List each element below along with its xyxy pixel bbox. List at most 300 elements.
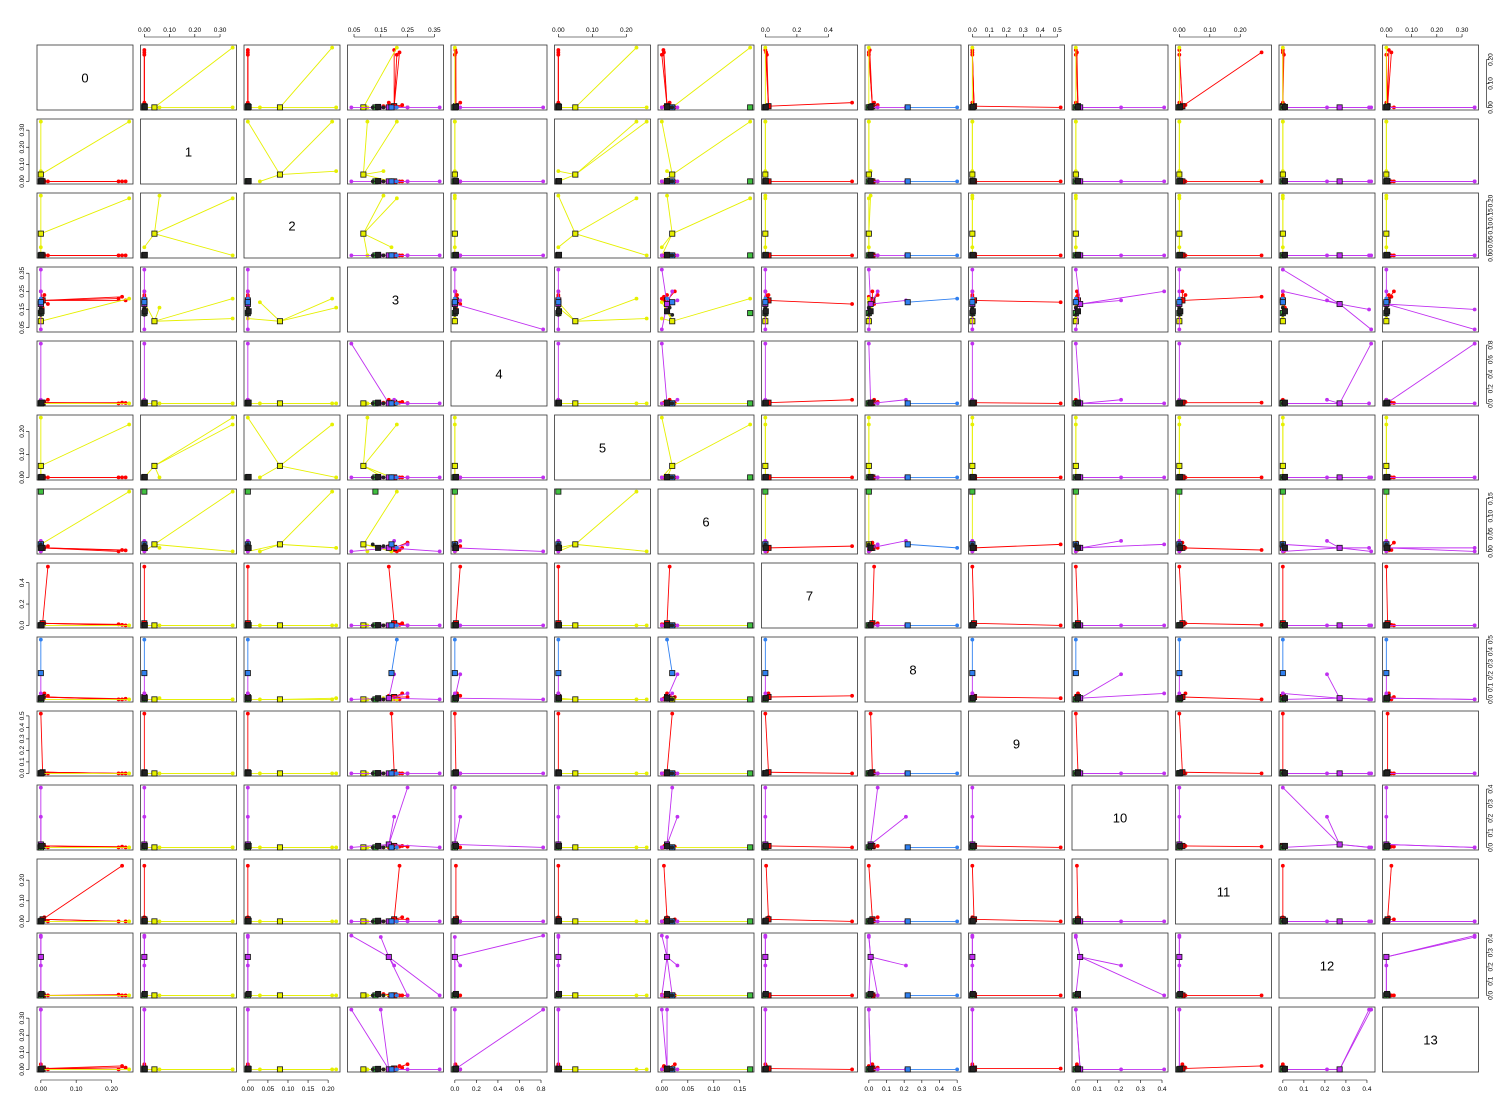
data-point-black-0-3-0 <box>371 106 375 110</box>
data-point-yellow-0-11-2 <box>1177 46 1181 50</box>
data-point-yellow-2-3-3 <box>390 245 394 249</box>
data-point-blue-1-3-0 <box>395 180 399 184</box>
series-line-yellow-1-6-0 <box>662 122 672 175</box>
data-point-magenta-3-4-1 <box>453 289 457 293</box>
centroid-marker-yellow-5-6 <box>670 463 675 468</box>
data-point-blue-1-8-0 <box>955 180 959 184</box>
centroid-marker-green-6-9 <box>970 489 975 494</box>
data-point-magenta-4-13-3 <box>1473 402 1477 406</box>
data-point-yellow-5-13-2 <box>1384 423 1388 427</box>
centroid-marker-black-0-10 <box>1075 104 1080 109</box>
data-point-magenta-3-13-3 <box>1473 308 1477 312</box>
series-line-yellow-1-2-3 <box>260 175 280 182</box>
series-line-red-7-8-3 <box>872 567 874 624</box>
series-line-yellow-5-2-2 <box>280 425 332 466</box>
centroid-marker-black-4-8 <box>868 400 873 405</box>
data-point-magenta-4-3-4 <box>438 402 442 406</box>
centroid-marker-yellow-1-4 <box>452 172 457 177</box>
panel-frame-5-12 <box>1279 415 1375 480</box>
series-line-yellow-2-1-0 <box>154 234 232 256</box>
series-line-yellow-1-5-0 <box>575 122 646 175</box>
data-point-magenta-4-11-0 <box>1177 342 1181 346</box>
centroid-marker-black-1-2 <box>246 178 251 183</box>
data-point-magenta-3-4-2 <box>458 299 462 303</box>
panel-frame-7-3 <box>348 563 444 628</box>
data-point-yellow-5-12-0 <box>1281 416 1285 420</box>
centroid-marker-black-1-10 <box>1075 178 1080 183</box>
data-point-yellow-4-2-1 <box>334 402 338 406</box>
series-line-red-0-7-3 <box>768 103 852 107</box>
data-point-red-3-6-6 <box>660 297 664 301</box>
data-point-magenta-5-10-2 <box>1119 476 1123 480</box>
centroid-marker-black-1-11 <box>1178 178 1183 183</box>
centroid-marker-yellow-3-6 <box>670 319 675 324</box>
data-point-yellow-6-0-2 <box>127 490 131 494</box>
data-point-red-5-7-3 <box>850 476 854 480</box>
data-point-yellow-7-0-2 <box>127 624 131 628</box>
data-point-red-3-13-7 <box>1392 289 1396 293</box>
series-line-yellow-1-2-1 <box>280 171 336 174</box>
data-point-red-5-9-4 <box>1059 476 1063 480</box>
data-point-red-3-0-2 <box>120 295 124 299</box>
data-point-yellow-6-5-2 <box>635 490 639 494</box>
centroid-marker-black-3-9 <box>970 309 975 314</box>
data-point-blue-5-8-0 <box>955 476 959 480</box>
centroid-marker-black-6-5 <box>556 545 561 550</box>
centroid-marker-black-1-12 <box>1282 178 1287 183</box>
series-line-magenta-3-12-4 <box>1283 270 1340 304</box>
series-line-red-7-3-3 <box>389 567 394 624</box>
data-point-yellow-6-5-0 <box>645 550 649 554</box>
data-point-red-3-0-6 <box>117 297 121 301</box>
data-point-magenta-2-13-3 <box>1473 254 1477 258</box>
centroid-marker-blue-3-2 <box>245 300 250 305</box>
centroid-marker-black-2-12 <box>1282 252 1287 257</box>
centroid-marker-black-2-1 <box>142 252 147 257</box>
panel-frame-4-0 <box>37 341 133 406</box>
data-point-yellow-2-5-1 <box>556 194 560 198</box>
data-point-magenta-4-12-2 <box>1325 398 1329 402</box>
series-line-blue-6-8-0 <box>908 544 957 548</box>
data-point-red-0-7-3 <box>850 101 854 105</box>
data-point-blue-3-6-0 <box>665 297 669 301</box>
data-point-yellow-5-13-0 <box>1384 416 1388 420</box>
centroid-marker-blue-3-7 <box>763 300 768 305</box>
data-point-red-3-9-4 <box>1059 300 1063 304</box>
data-point-yellow-6-2-1 <box>334 546 338 550</box>
centroid-marker-black-0-2 <box>246 104 251 109</box>
centroid-marker-yellow-1-3 <box>361 172 366 177</box>
data-point-yellow-5-10-0 <box>1074 416 1078 420</box>
series-line-red-0-9-4 <box>974 106 1061 107</box>
centroid-marker-black-6-13 <box>1384 545 1389 550</box>
diagonal-label-1: 1 <box>184 144 193 160</box>
data-point-magenta-2-10-1 <box>1162 254 1166 258</box>
data-point-yellow-2-11-2 <box>1177 196 1181 200</box>
centroid-marker-black-4-3 <box>376 400 381 405</box>
data-point-magenta-4-0-0 <box>39 342 43 346</box>
data-point-red-5-0-1 <box>124 476 128 480</box>
centroid-marker-green-7-6 <box>748 623 753 628</box>
centroid-marker-yellow-5-13 <box>1384 463 1389 468</box>
centroid-marker-black-4-2 <box>246 400 251 405</box>
data-point-yellow-5-8-2 <box>867 423 871 427</box>
series-line-yellow-3-2-3 <box>260 302 280 321</box>
panel-frame-7-4 <box>451 563 547 628</box>
series-line-yellow-6-1-2 <box>154 492 232 545</box>
panel-frame-7-5 <box>555 563 651 628</box>
centroid-marker-green-6-12 <box>1280 489 1285 494</box>
data-point-magenta-1-3-1 <box>406 180 410 184</box>
data-point-magenta-3-8-0 <box>867 328 871 332</box>
series-line-magenta-4-8-0 <box>869 344 871 404</box>
panel-frame-3-13 <box>1383 267 1479 332</box>
data-point-magenta-3-1-0 <box>142 328 146 332</box>
data-point-magenta-3-6-0 <box>660 328 664 332</box>
centroid-marker-black-0-9 <box>970 104 975 109</box>
data-point-magenta-4-6-0 <box>660 342 664 346</box>
data-point-magenta-5-3-4 <box>438 476 442 480</box>
data-point-yellow-2-1-2 <box>231 196 235 200</box>
data-point-magenta-3-0-4 <box>39 268 43 272</box>
data-point-blue-7-8-0 <box>955 624 959 628</box>
centroid-marker-yellow-5-10 <box>1073 463 1078 468</box>
series-line-red-6-11-2 <box>1182 548 1261 550</box>
series-line-yellow-5-6-0 <box>662 418 672 466</box>
data-point-yellow-2-4-3 <box>453 245 457 249</box>
centroid-marker-blue-3-10 <box>1073 300 1078 305</box>
panel-frame-5-11 <box>1176 415 1272 480</box>
series-line-yellow-2-3-1 <box>363 196 383 234</box>
data-point-yellow-5-7-2 <box>763 423 767 427</box>
data-point-magenta-1-12-2 <box>1325 180 1329 184</box>
centroid-marker-yellow-3-2 <box>277 319 282 324</box>
centroid-marker-black-6-4 <box>453 545 458 550</box>
data-point-black-7-3-0 <box>371 624 375 628</box>
diagonal-label-2: 2 <box>288 218 296 234</box>
series-line-red-7-4-3 <box>456 567 460 624</box>
data-point-red-3-4-5 <box>455 293 459 297</box>
centroid-marker-yellow-4-1 <box>152 401 157 406</box>
series-line-yellow-5-1-2 <box>154 425 232 466</box>
data-point-magenta-0-8-1 <box>876 106 880 110</box>
centroid-marker-yellow-6-2 <box>277 542 282 547</box>
series-line-red-7-9-3 <box>972 567 974 624</box>
centroid-marker-green-6-3 <box>373 489 378 494</box>
data-point-magenta-3-0-0 <box>39 328 43 332</box>
centroid-marker-yellow-5-3 <box>361 463 366 468</box>
data-point-yellow-1-5-2 <box>635 120 639 124</box>
data-point-magenta-3-13-1 <box>1384 289 1388 293</box>
series-line-yellow-2-3-0 <box>363 234 367 256</box>
centroid-marker-black-5-2 <box>246 474 251 479</box>
data-point-red-6-0-3 <box>46 544 50 548</box>
panel-frame-5-4 <box>451 415 547 480</box>
series-line-red-6-7-3 <box>768 546 852 548</box>
data-point-yellow-6-1-2 <box>231 490 235 494</box>
data-point-magenta-4-8-1 <box>876 402 880 406</box>
centroid-marker-blue-3-8 <box>905 300 910 305</box>
centroid-marker-blue-3-6 <box>670 300 675 305</box>
series-line-magenta-4-6-0 <box>662 344 667 404</box>
data-point-yellow-3-1-0 <box>231 317 235 321</box>
data-point-yellow-0-7-2 <box>763 46 767 50</box>
data-point-yellow-6-1-0 <box>231 550 235 554</box>
data-point-red-3-7-3 <box>850 302 854 306</box>
data-point-red-5-11-2 <box>1260 476 1264 480</box>
data-point-blue-7-3-0 <box>395 624 399 628</box>
data-point-magenta-4-10-2 <box>1119 398 1123 402</box>
data-point-yellow-5-1-1 <box>158 476 162 480</box>
data-point-black-2-3-1 <box>382 254 386 258</box>
data-point-magenta-2-6-4 <box>660 254 664 258</box>
panel-frame-4-7 <box>762 341 858 406</box>
centroid-marker-blue-3-1 <box>142 300 147 305</box>
data-point-magenta-3-9-4 <box>970 268 974 272</box>
centroid-marker-black-7-8 <box>868 622 873 627</box>
series-line-red-7-0-3 <box>43 567 48 624</box>
series-line-magenta-6-12-0 <box>1340 548 1372 552</box>
data-point-yellow-5-9-2 <box>970 423 974 427</box>
data-point-yellow-1-6-1 <box>665 169 669 173</box>
data-point-red-2-11-2 <box>1260 254 1264 258</box>
data-point-yellow-0-12-2 <box>1281 46 1285 50</box>
series-line-yellow-3-5-2 <box>575 299 636 322</box>
data-point-magenta-3-6-4 <box>660 268 664 272</box>
centroid-marker-yellow-6-1 <box>152 542 157 547</box>
centroid-marker-black-5-10 <box>1075 474 1080 479</box>
series-line-yellow-1-0-2 <box>41 122 129 175</box>
series-line-magenta-6-12-1 <box>1283 544 1340 548</box>
centroid-marker-yellow-0-5 <box>573 105 578 110</box>
panel-frame-1-9 <box>969 119 1065 184</box>
centroid-marker-yellow-2-7 <box>763 231 768 236</box>
centroid-marker-yellow-5-4 <box>452 463 457 468</box>
centroid-marker-black-7-6 <box>664 622 669 627</box>
data-point-red-5-0-2 <box>120 476 124 480</box>
data-point-magenta-0-6-4 <box>660 106 664 110</box>
data-point-red-2-7-3 <box>850 254 854 258</box>
centroid-marker-black-1-7 <box>763 178 768 183</box>
series-line-red-3-9-4 <box>974 300 1061 302</box>
panel-frame-5-10 <box>1072 415 1168 480</box>
centroid-marker-green-0-6 <box>748 105 753 110</box>
centroid-marker-black-2-13 <box>1384 252 1389 257</box>
data-point-yellow-2-0-3 <box>39 245 43 249</box>
data-point-yellow-5-1-0 <box>231 416 235 420</box>
centroid-marker-black-3-2 <box>246 309 251 314</box>
data-point-red-2-0-1 <box>124 254 128 258</box>
centroid-marker-blue-1-8 <box>905 179 910 184</box>
panel-frame-0-12 <box>1279 45 1375 110</box>
data-point-yellow-4-1-2 <box>231 402 235 406</box>
data-point-magenta-7-3-1 <box>406 624 410 628</box>
data-point-yellow-1-2-1 <box>334 169 338 173</box>
data-point-yellow-7-1-1 <box>158 624 162 628</box>
data-point-red-4-9-4 <box>1059 402 1063 406</box>
data-point-yellow-0-3-2 <box>395 46 399 50</box>
centroid-marker-black-7-10 <box>1075 622 1080 627</box>
data-point-yellow-3-1-1 <box>158 306 162 310</box>
centroid-marker-green-1-6 <box>748 179 753 184</box>
data-point-magenta-1-13-3 <box>1473 180 1477 184</box>
series-line-red-7-0-6 <box>43 623 119 624</box>
data-point-magenta-1-3-0 <box>349 180 353 184</box>
series-line-red-3-11-2 <box>1182 297 1261 301</box>
centroid-marker-yellow-4-2 <box>277 401 282 406</box>
data-point-yellow-7-2-2 <box>330 624 334 628</box>
data-point-magenta-4-8-0 <box>867 342 871 346</box>
data-point-yellow-0-5-2 <box>635 46 639 50</box>
centroid-marker-black-7-3 <box>376 622 381 627</box>
series-line-magenta-3-12-1 <box>1283 291 1340 304</box>
series-line-red-7-11-2 <box>1182 623 1261 625</box>
centroid-marker-black-2-8 <box>868 252 873 257</box>
data-point-black-4-3-1 <box>382 402 386 406</box>
centroid-marker-yellow-4-5 <box>573 401 578 406</box>
series-line-yellow-1-3-1 <box>363 171 383 174</box>
series-line-yellow-2-3-3 <box>363 234 391 248</box>
data-point-magenta-6-12-3 <box>1367 546 1371 550</box>
centroid-marker-black-3-0 <box>39 309 44 314</box>
panel-frame-7-11 <box>1176 563 1272 628</box>
centroid-marker-black-0-1 <box>142 104 147 109</box>
series-line-red-4-9-4 <box>974 403 1061 404</box>
centroid-marker-black-4-9 <box>970 400 975 405</box>
data-point-black-3-6-0 <box>670 313 674 317</box>
panel-frame-7-9 <box>969 563 1065 628</box>
data-point-yellow-2-8-3 <box>867 245 871 249</box>
data-point-yellow-5-4-0 <box>453 416 457 420</box>
data-point-blue-4-8-0 <box>955 402 959 406</box>
data-point-red-6-0-2 <box>120 548 124 552</box>
data-point-magenta-3-2-4 <box>246 268 250 272</box>
centroid-marker-black-4-13 <box>1384 400 1389 405</box>
centroid-marker-blue-6-8 <box>905 542 910 547</box>
centroid-marker-black-6-10 <box>1075 545 1080 550</box>
centroid-marker-yellow-7-1 <box>152 623 157 628</box>
panel-frame-4-10 <box>1072 341 1168 406</box>
centroid-marker-black-6-7 <box>763 545 768 550</box>
data-point-magenta-5-6-2 <box>676 476 680 480</box>
data-point-magenta-2-6-2 <box>676 254 680 258</box>
centroid-marker-black-1-0 <box>39 178 44 183</box>
centroid-marker-black-5-4 <box>453 474 458 479</box>
data-point-yellow-0-1-1 <box>158 106 162 110</box>
centroid-marker-yellow-2-3 <box>361 231 366 236</box>
centroid-marker-black-6-0 <box>39 545 44 550</box>
data-point-yellow-5-6-0 <box>660 416 664 420</box>
data-point-magenta-2-3-0 <box>349 254 353 258</box>
centroid-marker-magenta-1-12 <box>1337 179 1342 184</box>
centroid-marker-blue-6-3 <box>389 542 394 547</box>
data-point-yellow-2-9-3 <box>970 245 974 249</box>
centroid-marker-black-7-4 <box>453 622 458 627</box>
centroid-marker-green-6-8 <box>866 489 871 494</box>
data-point-magenta-6-3-1 <box>406 542 410 546</box>
data-point-yellow-2-1-3 <box>142 245 146 249</box>
centroid-marker-yellow-7-2 <box>277 623 282 628</box>
data-point-yellow-2-3-1 <box>382 194 386 198</box>
centroid-marker-yellow-1-6 <box>670 172 675 177</box>
data-point-magenta-4-7-0 <box>763 342 767 346</box>
data-point-yellow-2-1-0 <box>231 254 235 258</box>
data-point-magenta-7-4-0 <box>541 624 545 628</box>
panel-frame-0-1 <box>141 45 237 110</box>
data-point-black-5-3-0 <box>371 476 375 480</box>
centroid-marker-yellow-6-5 <box>573 542 578 547</box>
centroid-marker-blue-3-9 <box>970 300 975 305</box>
panel-frame-3-11 <box>1176 267 1272 332</box>
centroid-marker-black-1-5 <box>556 178 561 183</box>
data-point-yellow-1-12-2 <box>1281 120 1285 124</box>
centroid-marker-black-3-5 <box>556 309 561 314</box>
centroid-marker-yellow-1-5 <box>573 172 578 177</box>
centroid-marker-yellow-0-1 <box>152 105 157 110</box>
data-point-yellow-2-9-2 <box>970 196 974 200</box>
centroid-marker-black-5-1 <box>142 474 147 479</box>
data-point-red-7-3-3 <box>387 565 391 569</box>
centroid-marker-black-5-9 <box>970 474 975 479</box>
data-point-magenta-7-6-2 <box>676 624 680 628</box>
centroid-marker-black-2-11 <box>1178 252 1183 257</box>
data-point-red-1-0-6 <box>117 180 121 184</box>
centroid-marker-black-1-6 <box>664 178 669 183</box>
centroid-marker-yellow-1-2 <box>277 172 282 177</box>
panel-frame-2-5 <box>555 193 651 258</box>
centroid-marker-black-0-3 <box>376 104 381 109</box>
data-point-red-3-8-7 <box>870 289 874 293</box>
series-line-yellow-2-1-1 <box>154 196 159 234</box>
data-point-magenta-3-5-1 <box>556 289 560 293</box>
panel-frame-4-3 <box>348 341 444 406</box>
centroid-marker-yellow-5-8 <box>866 463 871 468</box>
data-point-magenta-6-4-2 <box>458 539 462 543</box>
data-point-yellow-1-6-0 <box>660 120 664 124</box>
centroid-marker-magenta-6-12 <box>1337 545 1342 550</box>
panel-frame-6-13 <box>1383 489 1479 554</box>
data-point-yellow-0-6-2 <box>748 46 752 50</box>
series-line-yellow-2-5-1 <box>558 196 575 234</box>
panel-frame-1-4 <box>451 119 547 184</box>
centroid-marker-black-3-11 <box>1178 309 1183 314</box>
data-point-magenta-7-10-2 <box>1119 624 1123 628</box>
data-point-magenta-3-12-3 <box>1367 308 1371 312</box>
centroid-marker-green-6-1 <box>142 489 147 494</box>
panel-frame-0-7 <box>762 45 858 110</box>
centroid-marker-black-2-7 <box>763 252 768 257</box>
data-point-yellow-2-10-3 <box>1074 245 1078 249</box>
data-point-black-0-3-1 <box>382 106 386 110</box>
data-point-red-2-0-2 <box>120 254 124 258</box>
data-point-magenta-6-4-0 <box>541 550 545 554</box>
data-point-yellow-1-10-2 <box>1074 120 1078 124</box>
centroid-marker-black-3-10 <box>1075 309 1080 314</box>
series-line-yellow-5-1-0 <box>154 418 232 466</box>
series-line-yellow-3-0-2 <box>41 299 129 322</box>
data-point-black-1-3-0 <box>371 180 375 184</box>
centroid-marker-yellow-2-5 <box>573 231 578 236</box>
panel-frame-7-6 <box>658 563 754 628</box>
centroid-marker-black-1-3 <box>376 178 381 183</box>
centroid-marker-green-6-10 <box>1073 489 1078 494</box>
data-point-yellow-2-12-3 <box>1281 245 1285 249</box>
series-line-yellow-1-2-0 <box>248 122 280 175</box>
series-line-blue-3-8-0 <box>908 299 957 303</box>
data-point-magenta-3-4-0 <box>541 328 545 332</box>
data-point-yellow-6-3-2 <box>395 490 399 494</box>
centroid-marker-black-4-1 <box>142 400 147 405</box>
